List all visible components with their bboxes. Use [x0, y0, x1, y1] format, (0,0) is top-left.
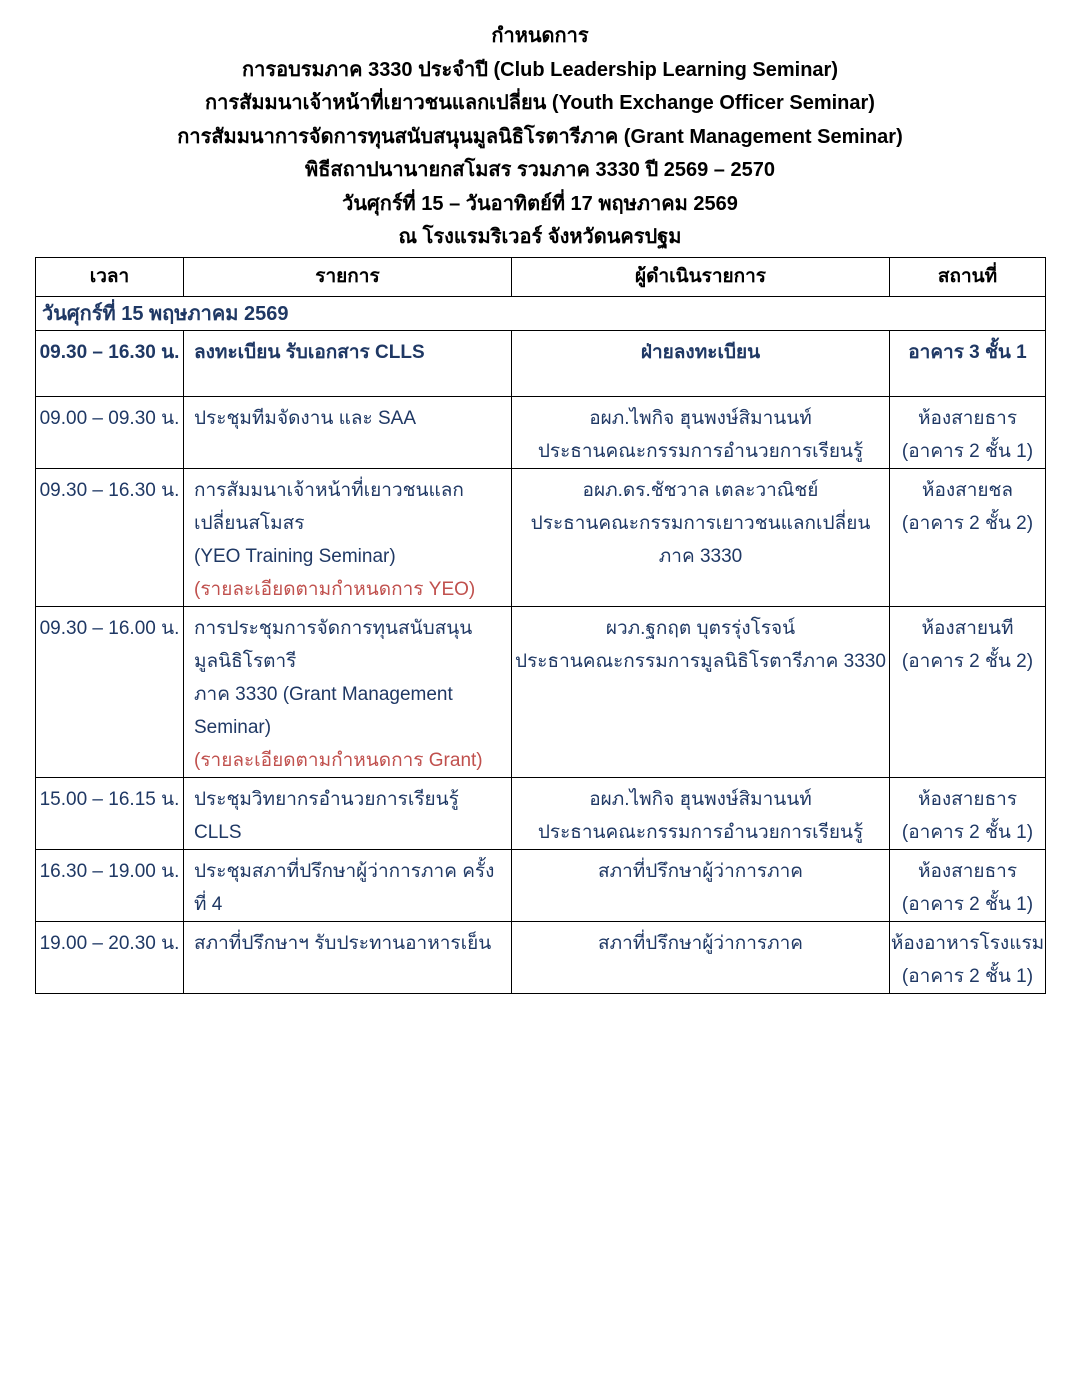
- column-header-location: สถานที่: [890, 258, 1046, 297]
- moderator-name: อผภ.ไพกิจ ฮุนพงษ์สิมานนท์: [589, 408, 812, 429]
- location-building: (อาคาร 2 ชั้น 1): [901, 822, 1034, 843]
- moderator-cell: [512, 607, 890, 778]
- event-title-grant: การสัมมนาการจัดการทุนสนับสนุนมูลนิธิโรตารีภาค (Grant Management Seminar): [177, 125, 903, 148]
- time-cell: 09.30 – 16.00 น.: [36, 607, 184, 778]
- moderator-line: ฝ่ายลงทะเบียน: [640, 342, 761, 363]
- location-building: (อาคาร 2 ชั้น 1): [901, 966, 1034, 987]
- column-header-moderator: ผู้ดำเนินรายการ: [512, 258, 890, 297]
- location-cell: [890, 850, 1046, 922]
- table-row: [36, 397, 1046, 469]
- table-row: [36, 469, 1046, 607]
- program-cell: [184, 397, 512, 469]
- moderator-line: สภาที่ปรึกษาผู้ว่าการภาค: [597, 861, 804, 882]
- program-cell: [184, 922, 512, 994]
- program-line: ประชุมวิทยากรอำนวยการเรียนรู้ CLLS: [194, 789, 459, 843]
- moderator-cell: [512, 922, 890, 994]
- location-room: ห้องสายธาร: [917, 789, 1018, 810]
- time-cell: 09.30 – 16.30 น.: [36, 469, 184, 607]
- location-building: (อาคาร 2 ชั้น 2): [901, 513, 1034, 534]
- event-title-installation: พิธีสถาปนานายกสโมสร รวมภาค 3330 ปี 2569 – 2570: [305, 159, 775, 181]
- moderator-name: ผวภ.ฐกฤต บุตรรุ่งโรจน์: [605, 618, 796, 639]
- moderator-cell: [512, 397, 890, 469]
- moderator-cell: [512, 778, 890, 850]
- program-cell: [184, 331, 512, 397]
- location-cell: [890, 778, 1046, 850]
- time-cell: 19.00 – 20.30 น.: [36, 922, 184, 994]
- location-room: ห้องสายธาร: [917, 408, 1018, 429]
- moderator-line: สภาที่ปรึกษาผู้ว่าการภาค: [597, 933, 804, 954]
- location-room: ห้องสายชล: [921, 480, 1014, 501]
- program-cell: [184, 469, 512, 607]
- moderator-title: ประธานคณะกรรมการมูลนิธิโรตารีภาค 3330: [515, 651, 886, 672]
- table-row: [36, 922, 1046, 994]
- day-section-label: วันศุกร์ที่ 15 พฤษภาคม 2569: [36, 297, 1046, 331]
- location-building: (อาคาร 2 ชั้น 1): [901, 441, 1034, 462]
- moderator-cell: [512, 469, 890, 607]
- event-dates: วันศุกร์ที่ 15 – วันอาทิตย์ที่ 17 พฤษภาคม 2569: [342, 192, 738, 215]
- moderator-title: ประธานคณะกรรมการเยาวชนแลกเปลี่ยน ภาค 3330: [530, 513, 871, 567]
- program-line: การสัมมนาเจ้าหน้าที่เยาวชนแลกเปลี่ยนสโมสร: [194, 480, 464, 534]
- time-cell: 09.00 – 09.30 น.: [36, 397, 184, 469]
- location-cell: [890, 922, 1046, 994]
- program-line: ประชุมสภาที่ปรึกษาผู้ว่าการภาค ครั้งที่ 4: [194, 861, 495, 915]
- moderator-title: ประธานคณะกรรมการอำนวยการเรียนรู้: [537, 822, 864, 843]
- day-section-row: [36, 297, 1046, 331]
- table-row: [36, 850, 1046, 922]
- location-room: ห้องสายนที: [921, 618, 1014, 639]
- program-note-red: (รายละเอียดตามกำหนดการ YEO): [194, 579, 476, 600]
- moderator-name: อผภ.ไพกิจ ฮุนพงษ์สิมานนท์: [589, 789, 812, 810]
- time-cell: 15.00 – 16.15 น.: [36, 778, 184, 850]
- schedule-table: [35, 257, 1046, 994]
- document-heading: กำหนดการ: [491, 25, 589, 47]
- location-line: อาคาร 3 ชั้น 1: [908, 342, 1027, 363]
- program-note-red: (รายละเอียดตามกำหนดการ Grant): [194, 750, 483, 771]
- location-cell: [890, 397, 1046, 469]
- location-building: (อาคาร 2 ชั้น 2): [901, 651, 1034, 672]
- program-line-english: (YEO Training Seminar): [194, 546, 396, 567]
- table-header-row: [36, 258, 1046, 297]
- moderator-cell: [512, 850, 890, 922]
- column-header-time: เวลา: [36, 258, 184, 297]
- program-cell: [184, 850, 512, 922]
- table-row: [36, 607, 1046, 778]
- event-title-yeo: การสัมมนาเจ้าหน้าที่เยาวชนแลกเปลี่ยน (Youth Exchange Officer Seminar): [205, 92, 875, 114]
- location-cell: [890, 607, 1046, 778]
- table-row: [36, 778, 1046, 850]
- program-line: สภาที่ปรึกษาฯ รับประทานอาหารเย็น: [194, 933, 492, 954]
- program-line: ประชุมทีมจัดงาน และ SAA: [194, 408, 417, 429]
- column-header-program: รายการ: [184, 258, 512, 297]
- program-cell: [184, 607, 512, 778]
- event-title-clls: การอบรมภาค 3330 ประจำปี (Club Leadership Learning Seminar): [242, 58, 838, 81]
- location-cell: [890, 469, 1046, 607]
- document-title-block: [0, 20, 1080, 255]
- location-cell: [890, 331, 1046, 397]
- program-line: การประชุมการจัดการทุนสนับสนุนมูลนิธิโรตารี: [194, 618, 473, 672]
- table-row: [36, 331, 1046, 397]
- moderator-name: อผภ.ดร.ชัชวาล เตละวาณิชย์: [582, 480, 819, 501]
- moderator-cell: [512, 331, 890, 397]
- event-venue: ณ โรงแรมริเวอร์ จังหวัดนครปฐม: [398, 226, 682, 248]
- program-line: ลงทะเบียน รับเอกสาร CLLS: [194, 342, 425, 363]
- time-cell: 16.30 – 19.00 น.: [36, 850, 184, 922]
- location-building: (อาคาร 2 ชั้น 1): [901, 894, 1034, 915]
- time-cell: 09.30 – 16.30 น.: [36, 331, 184, 397]
- moderator-title: ประธานคณะกรรมการอำนวยการเรียนรู้: [537, 441, 864, 462]
- program-line-english: ภาค 3330 (Grant Management Seminar): [194, 684, 453, 738]
- location-room: ห้องอาหารโรงแรม: [890, 933, 1045, 954]
- program-cell: [184, 778, 512, 850]
- location-room: ห้องสายธาร: [917, 861, 1018, 882]
